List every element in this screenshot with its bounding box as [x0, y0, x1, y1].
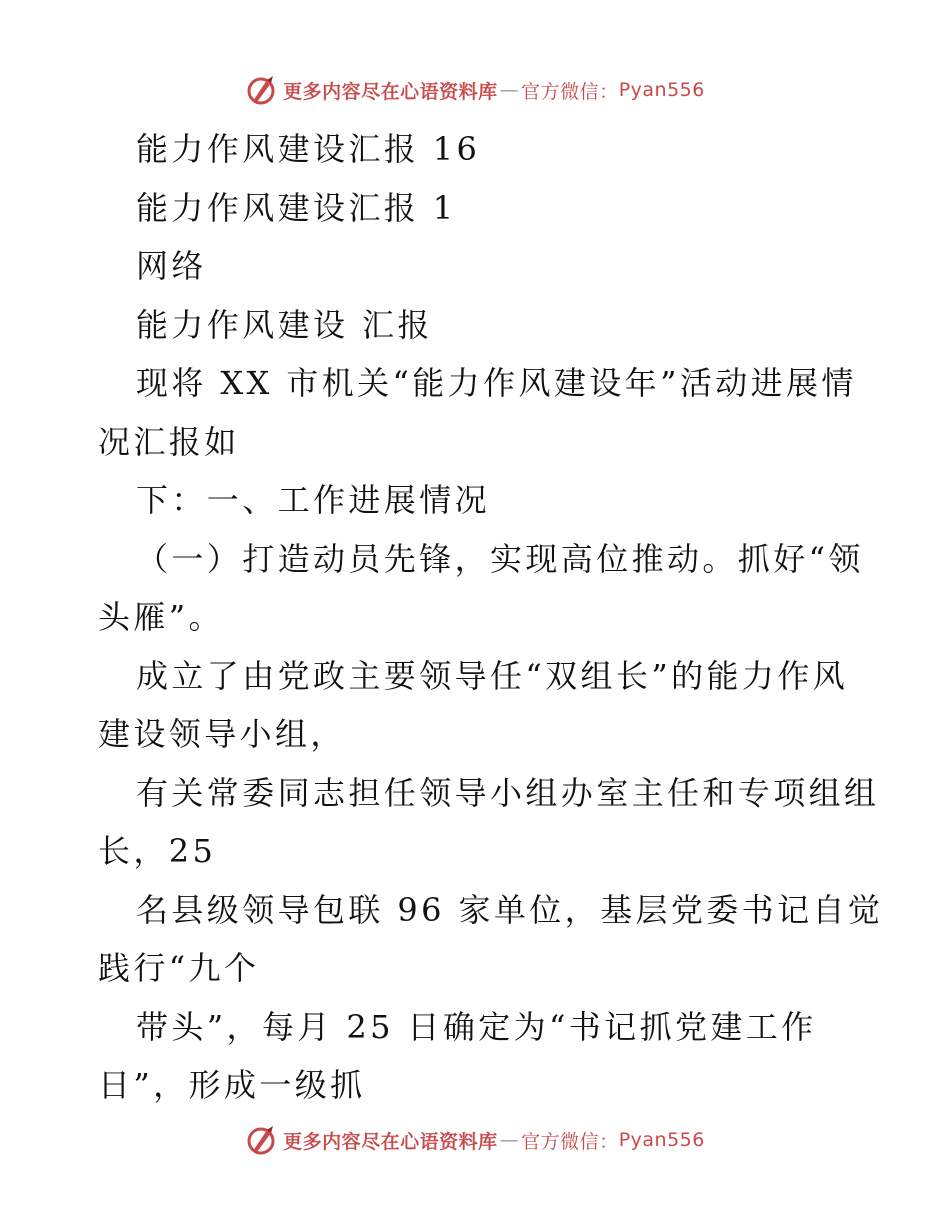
body-line: 况汇报如	[98, 422, 240, 461]
watermark-main: 更多内容尽在心语资料库	[283, 1130, 498, 1153]
quill-pen-logo-icon	[245, 74, 277, 106]
watermark-text	[283, 1127, 705, 1154]
body-line: （一）打造动员先锋，实现高位推动。抓好“领	[136, 539, 864, 578]
body-line: 践行“九个	[98, 949, 260, 987]
watermark-separator: —	[499, 79, 520, 101]
body-line: 能力作风建设汇报 1	[136, 188, 457, 227]
body-line: 长，25	[98, 832, 217, 870]
body-line: 能力作风建设汇报 16	[136, 130, 481, 168]
body-line: 日”，形成一级抓	[98, 1066, 366, 1104]
quill-pen-logo-icon	[245, 1124, 277, 1156]
document-body	[98, 120, 884, 1115]
body-line: 名县级领导包联 96 家单位，基层党委书记自觉	[136, 890, 884, 929]
body-line: 有关常委同志担任领导小组办室主任和专项组组	[136, 773, 880, 812]
watermark-wechat-id: Pyan556	[618, 1129, 705, 1151]
body-line: 现将 XX 市机关“能力作风建设年”活动进展情	[136, 364, 857, 402]
watermark-main: 更多内容尽在心语资料库	[283, 80, 498, 103]
watermark-wechat-label: 官方微信：	[521, 1130, 619, 1153]
body-line: 建设领导小组，	[98, 715, 346, 753]
body-line: 带头”，每月 25 日确定为“书记抓党建工作	[136, 1007, 817, 1046]
body-line: 成立了由党政主要领导任“双组长”的能力作风	[136, 656, 849, 695]
body-line: 头雁”。	[98, 598, 224, 636]
watermark-banner-top	[0, 70, 950, 110]
watermark-wechat-label: 官方微信：	[521, 80, 619, 103]
body-line: 网络	[136, 247, 207, 285]
watermark-wechat-id: Pyan556	[618, 79, 705, 101]
body-line: 能力作风建设 汇报	[136, 305, 433, 344]
watermark-text	[283, 77, 705, 104]
body-line: 下：一、工作进展情况	[136, 481, 491, 519]
watermark-banner-bottom	[0, 1120, 950, 1160]
watermark-separator: —	[499, 1129, 520, 1151]
